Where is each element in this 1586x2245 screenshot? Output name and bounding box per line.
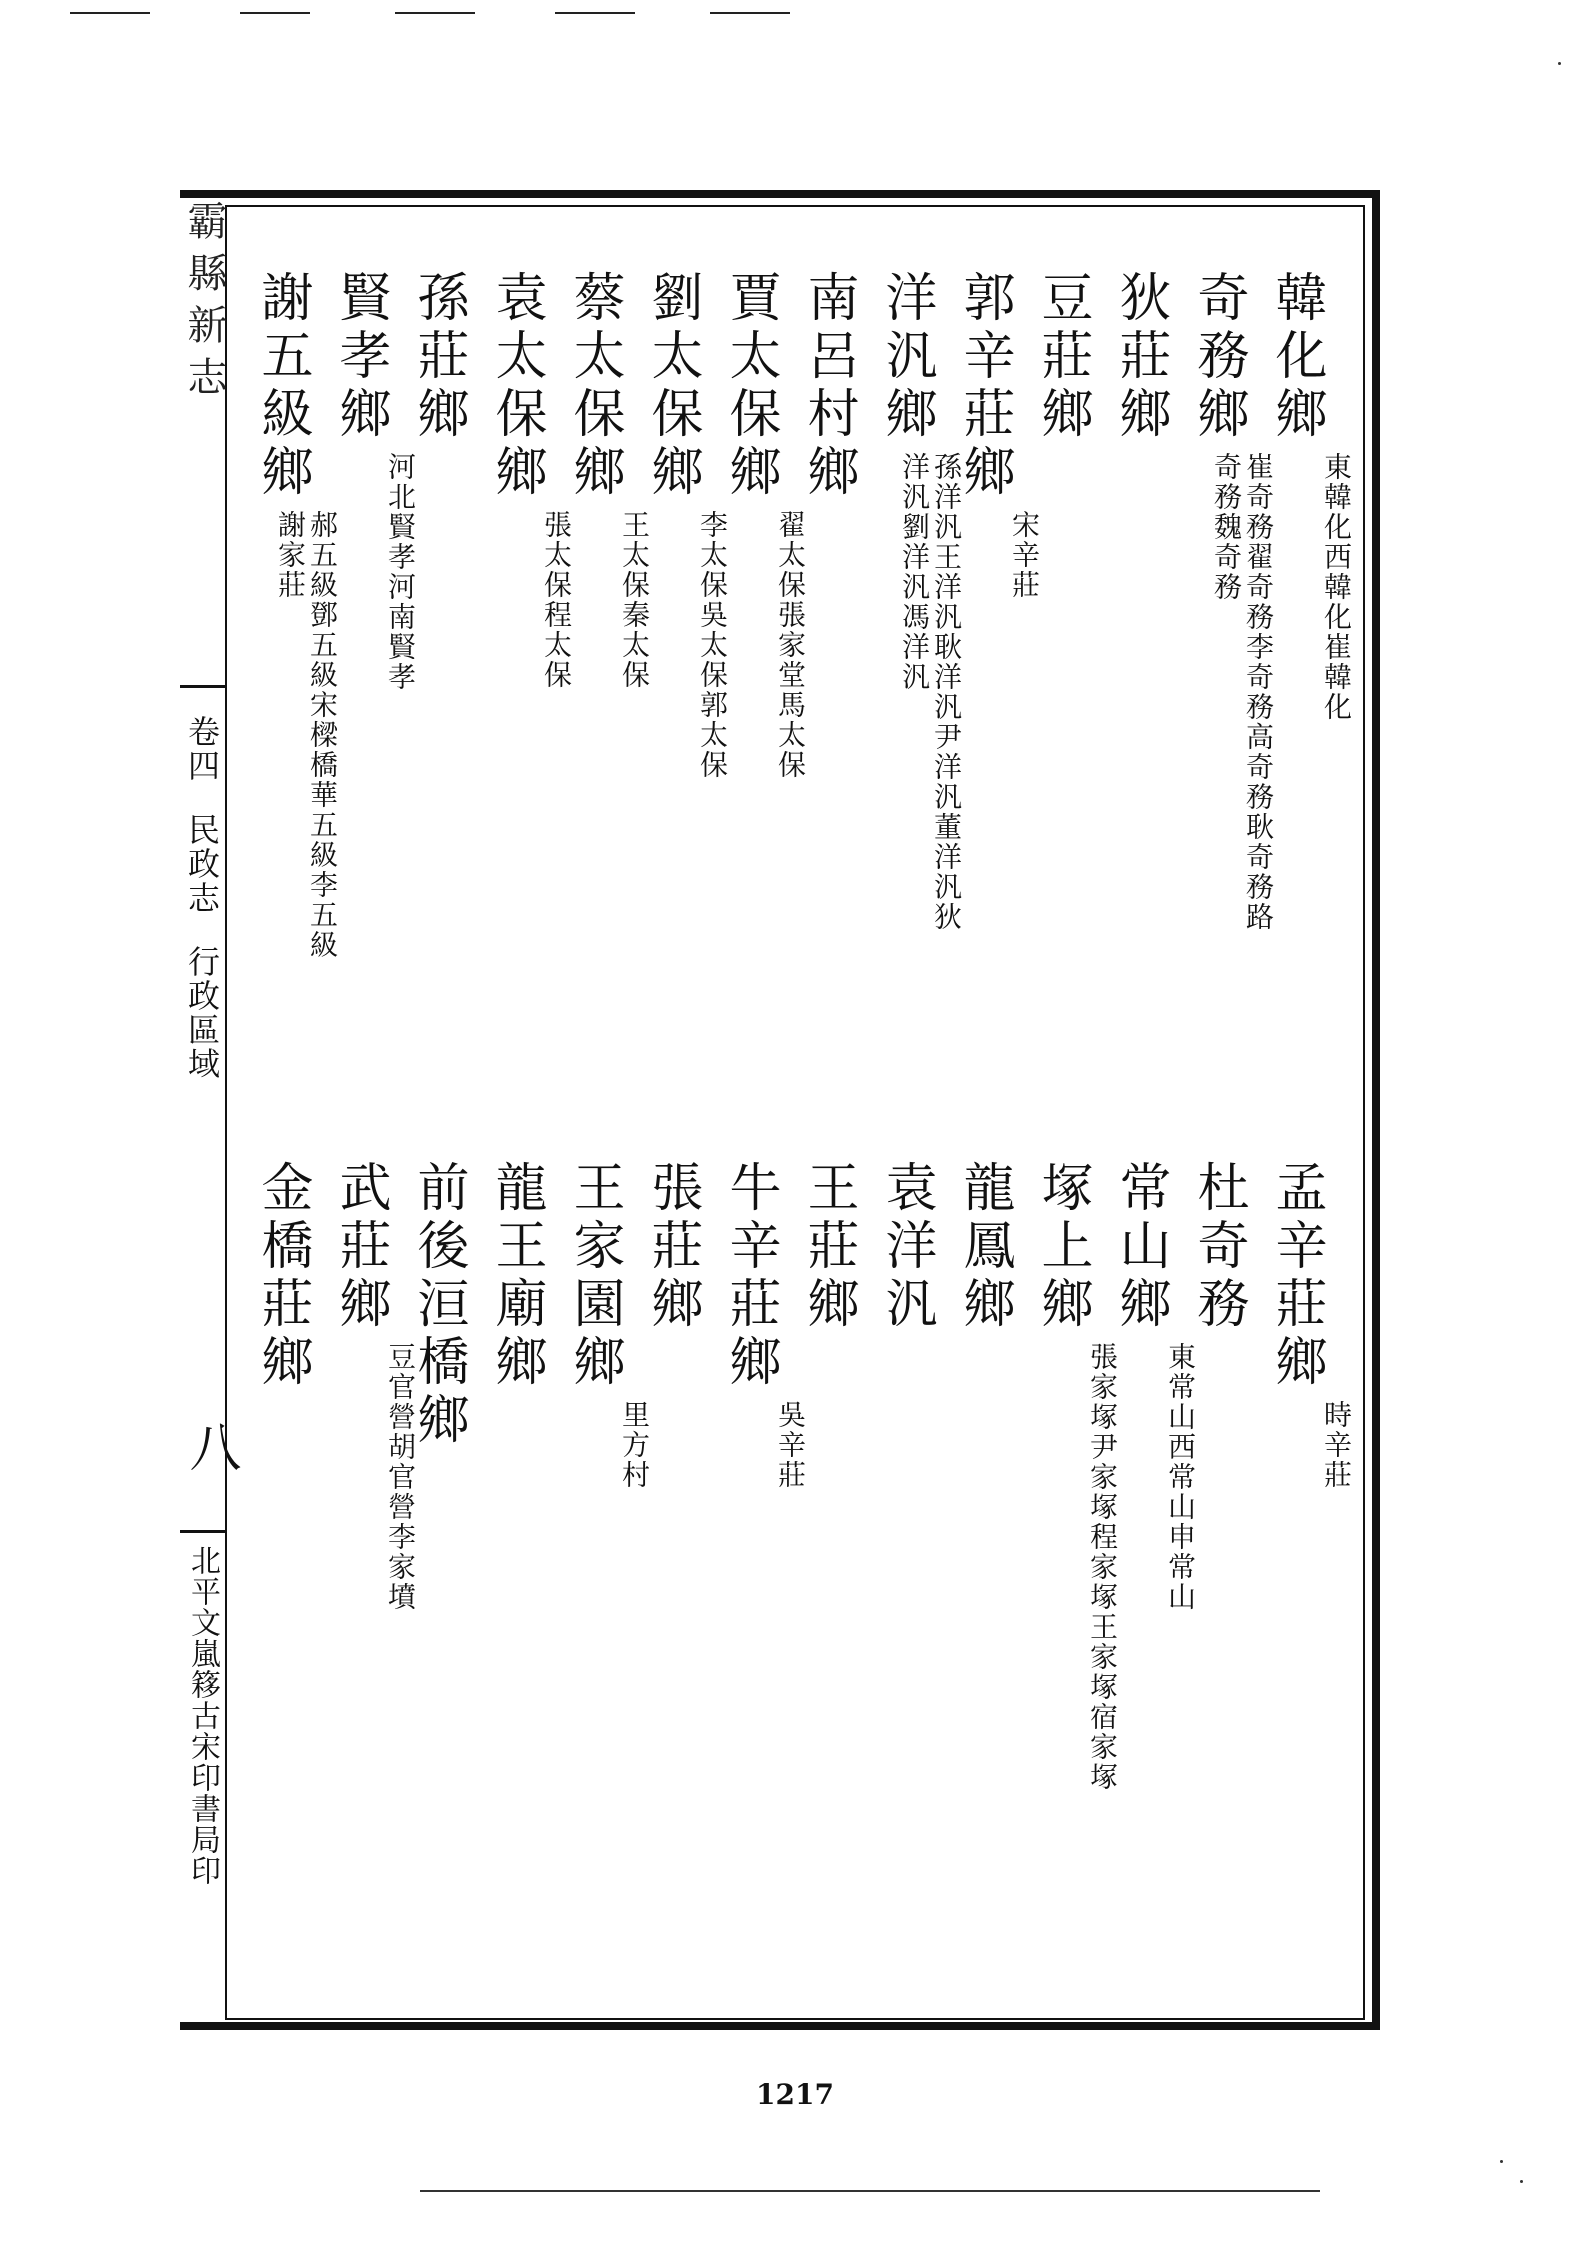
district-name: 郭辛莊鄉 [954,270,1014,502]
speck [1558,62,1561,65]
village-note: 崔奇務翟奇務李奇務高奇務耿奇務路 [1242,452,1275,932]
village-note: 時辛莊 [1320,1400,1353,1490]
juan-label: 卷四 [183,715,221,783]
district-name: 蔡太保鄉 [564,270,624,502]
margin-divider-top [180,685,225,688]
printer-imprint: 北平文嵐簃古宋印書局印 [185,1545,220,1886]
village-note: 東常山西常山申常山 [1164,1342,1197,1612]
district-name: 狄莊鄉 [1110,270,1170,444]
village-note: 宋辛莊 [1008,510,1041,600]
chapter-label: 民政志 [183,813,221,915]
section-label: 行政區域 [183,945,221,1081]
district-name: 洋汎鄉 [876,270,936,444]
village-note: 豆官營胡官營李家墳 [384,1342,417,1612]
top-rule-3 [395,12,475,14]
district-name: 王莊鄉 [798,1160,858,1334]
leaf-number: 八 [180,1420,240,1472]
village-note: 張太保程太保 [540,510,573,690]
district-name: 劉太保鄉 [642,270,702,502]
district-name: 賢孝鄉 [330,270,390,444]
top-rule-1 [70,12,150,14]
village-note: 吳辛莊 [774,1400,807,1490]
top-rule-2 [240,12,310,14]
district-name: 豆莊鄉 [1032,270,1092,444]
village-note: 翟太保張家堂馬太保 [774,510,807,780]
village-note: 洋汎劉洋汎馮洋汎 [898,452,931,692]
district-name: 袁洋汎 [876,1160,936,1334]
bottom-rule [420,2190,1320,2192]
village-note: 郝五級鄧五級宋樑橋華五級李五級 [306,510,339,960]
district-name: 賈太保鄉 [720,270,780,502]
speck [1520,2180,1523,2183]
chapter-heading [183,715,221,1081]
village-note: 張家塚尹家塚程家塚王家塚宿家塚 [1086,1342,1119,1792]
district-name: 孟辛莊鄉 [1266,1160,1326,1392]
village-note: 奇務魏奇務 [1210,452,1243,602]
speck [1500,2160,1503,2163]
district-name: 王家園鄉 [564,1160,624,1392]
district-name: 謝五級鄉 [252,270,312,502]
district-name: 奇務鄉 [1188,270,1248,444]
village-note: 河北賢孝河南賢孝 [384,452,417,692]
district-name: 南呂村鄉 [798,270,858,502]
district-name: 常山鄉 [1110,1160,1170,1334]
district-name: 韓化鄉 [1266,270,1326,444]
district-name: 孫莊鄉 [408,270,468,444]
village-note: 王太保秦太保 [618,510,651,690]
village-note: 李太保吳太保郭太保 [696,510,729,780]
district-name: 龍鳳鄉 [954,1160,1014,1334]
district-name: 杜奇務 [1188,1160,1248,1334]
top-rule-5 [710,12,790,14]
book-title: 霸縣新志 [181,200,227,408]
district-name: 武莊鄉 [330,1160,390,1334]
village-note: 孫洋汎王洋汎耿洋汎尹洋汎董洋汎狄 [930,452,963,932]
district-name: 前後洹橋鄉 [408,1160,468,1450]
village-note: 里方村 [618,1400,651,1490]
district-name: 塚上鄉 [1032,1160,1092,1334]
district-name: 張莊鄉 [642,1160,702,1334]
page-number: 1217 [756,2078,834,2111]
village-note: 東韓化西韓化崔韓化 [1320,452,1353,722]
district-name: 袁太保鄉 [486,270,546,502]
village-note: 謝家莊 [274,510,307,600]
district-name: 牛辛莊鄉 [720,1160,780,1392]
top-rule-4 [555,12,635,14]
district-name: 金橋莊鄉 [252,1160,312,1392]
district-name: 龍王廟鄉 [486,1160,546,1392]
